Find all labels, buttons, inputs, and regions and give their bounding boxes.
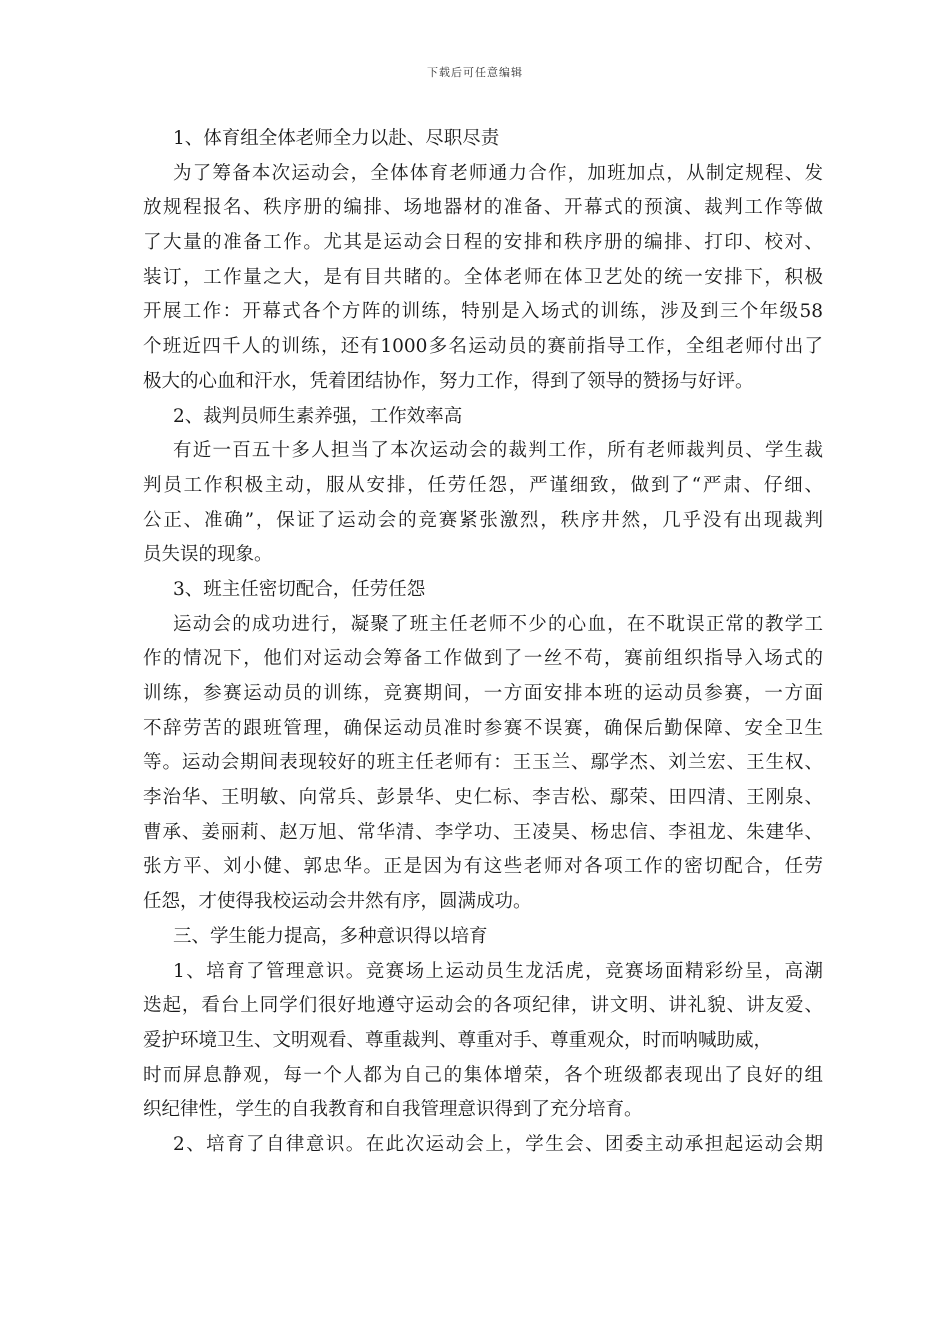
text-line: 1、培育了管理意识。竞赛场上运动员生龙活虎，竞赛场面精彩纷呈，高潮 <box>173 960 823 982</box>
text-line: 3、班主任密切配合，任劳任怨 <box>173 578 426 600</box>
document-body <box>143 122 823 1163</box>
text-line: 织纪律性，学生的自我教育和自我管理意识得到了充分培育。 <box>143 1099 643 1121</box>
text-line: 员失误的现象。 <box>143 544 273 566</box>
text-line: 有近一百五十多人担当了本次运动会的裁判工作，所有老师裁判员、学生裁 <box>173 440 823 462</box>
text-line: 2、裁判员师生素养强，工作效率高 <box>173 405 463 427</box>
text-line: 迭起，看台上同学们很好地遵守运动会的各项纪律，讲文明、讲礼貌、讲友爱、 <box>143 995 823 1017</box>
text-line: 爱护环境卫生、文明观看、尊重裁判、尊重对手、尊重观众，时而呐喊助威， <box>143 1029 773 1051</box>
text-line: 时而屏息静观，每一个人都为自己的集体增荣，各个班级都表现出了良好的组 <box>143 1064 823 1086</box>
text-line: 装订，工作量之大，是有目共睹的。全体老师在体卫艺处的统一安排下，积极 <box>143 266 823 288</box>
text-line: 张方平、刘小健、郭忠华。正是因为有这些老师对各项工作的密切配合，任劳 <box>143 856 823 878</box>
text-line: 开展工作：开幕式各个方阵的训练，特别是入场式的训练，涉及到三个年级58 <box>143 301 823 323</box>
text-line: 作的情况下，他们对运动会筹备工作做到了一丝不苟，赛前组织指导入场式的 <box>143 648 823 670</box>
text-line: 为了筹备本次运动会，全体体育老师通力合作，加班加点，从制定规程、发 <box>173 162 823 184</box>
text-line: 个班近四千人的训练，还有1000多名运动员的赛前指导工作，全组老师付出了 <box>143 336 823 358</box>
text-line: 1、体育组全体老师全力以赴、尽职尽责 <box>173 128 500 149</box>
text-line: 2、培育了自律意识。在此次运动会上，学生会、团委主动承担起运动会期 <box>173 1133 823 1155</box>
text-line: 训练，参赛运动员的训练，竞赛期间，一方面安排本班的运动员参赛，一方面 <box>143 683 823 704</box>
text-line: 不辞劳苦的跟班管理，确保运动员准时参赛不误赛，确保后勤保障、安全卫生 <box>143 717 823 739</box>
text-line: 曹承、姜丽莉、赵万旭、常华清、李学功、王凌昊、杨忠信、李祖龙、朱建华、 <box>143 821 823 843</box>
page-header: 下载后可任意编辑 <box>427 66 523 79</box>
text-line: 李治华、王明敏、向常兵、彭景华、史仁标、李吉松、鄢荣、田四清、王刚泉、 <box>143 787 823 809</box>
text-line: 判员工作积极主动，服从安排，任劳任怨，严谨细致，做到了“严肃、仔细、 <box>143 474 823 496</box>
text-line: 任怨，才使得我校运动会井然有序，圆满成功。 <box>143 891 532 913</box>
text-line: 了大量的准备工作。尤其是运动会日程的安排和秩序册的编排、打印、校对、 <box>143 232 823 254</box>
text-line: 放规程报名、秩序册的编排、场地器材的准备、开幕式的预演、裁判工作等做 <box>143 197 823 219</box>
text-line: 等。运动会期间表现较好的班主任老师有：王玉兰、鄢学杰、刘兰宏、王生权、 <box>143 752 823 774</box>
text-line: 运动会的成功进行，凝聚了班主任老师不少的心血，在不耽误正常的教学工 <box>173 613 823 635</box>
text-line: 极大的心血和汗水，凭着团结协作，努力工作，得到了领导的赞扬与好评。 <box>143 370 754 392</box>
text-line: 公正、准确”，保证了运动会的竞赛紧张激烈，秩序井然，几乎没有出现裁判 <box>143 509 823 531</box>
text-line: 三、学生能力提高，多种意识得以培育 <box>173 925 488 947</box>
